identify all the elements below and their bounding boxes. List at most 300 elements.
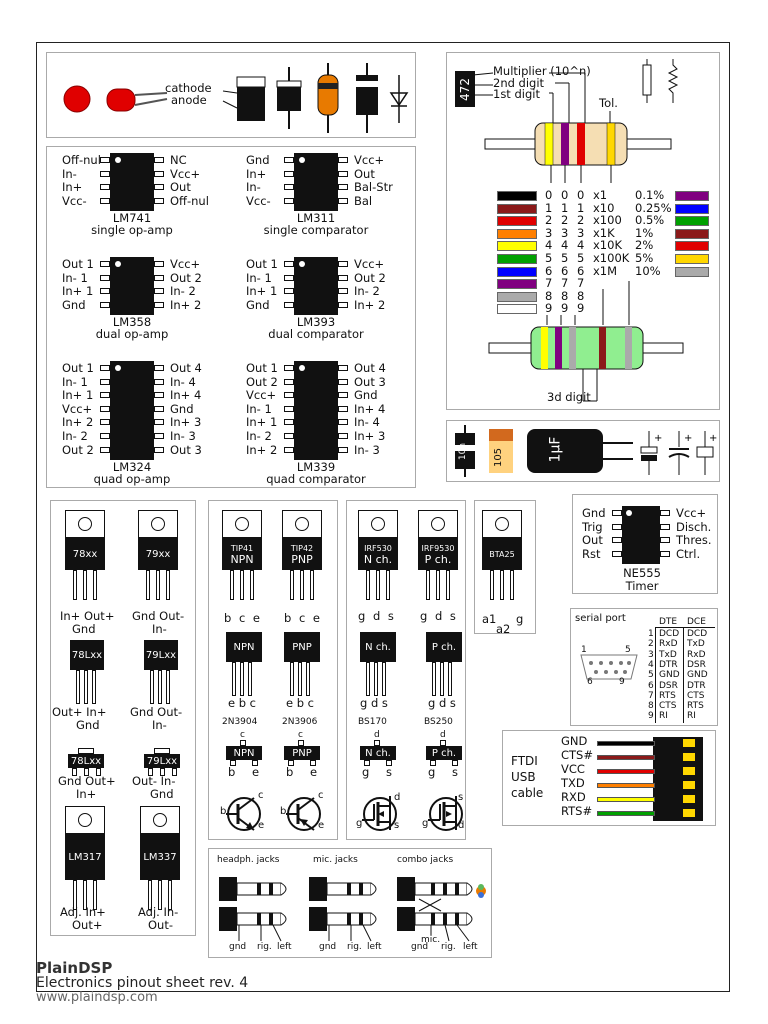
lm393-right-label: In+ 2 [354,297,386,312]
serial-panel [570,608,718,726]
lm324-pin-left [100,406,110,412]
multiplier-value: x10 [593,200,615,215]
lm324-pin1-dot [115,365,121,371]
digit-3: 9 [577,301,585,316]
first-digit-label: 1st digit [493,87,540,101]
irf9530-legs [418,570,458,602]
ne555-name: NE555 [623,566,661,580]
lm741-left-label: Vcc- [62,193,87,208]
serial-dce-pin: RxD [687,649,706,660]
lm324-right-label: Out 3 [170,442,202,457]
lm311-pin-right [338,157,348,163]
lm324-pin-right [154,433,164,439]
serial-dte-pin: RI [659,711,668,722]
irf530-pins: g d s [358,609,396,623]
to92-npn-pins: e b c [228,696,257,710]
reg-lm317 [65,806,105,912]
lm339-right-label: In+ 4 [354,401,386,416]
lm311-pin-left [284,184,294,190]
tolerance-swatch [675,204,709,214]
digit-1: 2 [545,213,553,228]
lm393-pin-left [284,288,294,294]
reg-lm337-label: LM337 [143,851,177,863]
lm339-pin-left [284,379,294,385]
lm339-body [294,361,338,460]
tolerance-value: 0.1% [635,188,665,202]
lm339-left-label: In- 2 [246,429,272,443]
digit-2: 0 [561,188,569,202]
to92-nch-leg [382,662,386,696]
lm324-right-label: In+ 3 [170,415,202,430]
pmos-sym-s: s [458,792,464,803]
lm358-pin-right [154,261,164,267]
multiplier-value: x100K [593,251,630,265]
lm339-pin-left [284,447,294,453]
mic-title: mic. jacks [313,855,358,865]
to92-pnp-body [284,632,320,662]
second-digit-label: 2nd digit [493,76,545,90]
reg-79lxx-smd-label: 79Lxx [146,755,178,767]
dte-header: DTE [659,617,678,627]
serial-dce-pin: RTS [687,701,704,712]
ne555-pin1-dot [626,510,632,516]
sot-nch-top-pin: d [374,730,380,740]
digit-1: 1 [545,200,553,215]
svg-text:+: + [709,433,718,444]
irf9530-tab [418,510,458,538]
label-2n3906: 2N3906 [282,717,318,727]
pnp-sym-c: c [318,790,324,801]
sot-pnp-body [284,746,320,760]
reg-lm337-tab [140,806,180,834]
jack2-rig: rig. [347,942,362,952]
ftdi-pin-label: RTS# [561,804,593,818]
irf530-label: IRF530 [364,544,392,553]
tolerance-swatch [675,229,709,239]
ftdi-pin-slot [683,781,695,789]
digit-2: 9 [561,301,569,316]
ne555-pin-right [660,537,670,543]
to92-pnp-pins: e b c [286,696,315,710]
pnp-sym-b: b [280,806,287,817]
lm339-right-label: In- 4 [354,415,380,430]
sot-pnp-left-pin: b [286,765,294,779]
lm358-desc: dual op-amp [95,327,169,342]
lm311-left-label: Gnd [246,153,270,167]
reg-78lxx-smd-body [68,754,104,768]
pnp-symbol [286,798,320,830]
label-2n3904: 2N3904 [222,717,258,727]
bta25-tab [482,510,522,538]
serial-dte-pin: DCD [659,629,680,639]
reg-78lxx-smd-in: In+ [76,787,97,801]
bta25-leg [500,570,504,600]
lm324-right-label: Out 4 [170,361,202,375]
ftdi-wire [597,769,655,774]
reg-lm317-pins: Adj. In+ [60,905,106,919]
digit-1: 6 [545,263,553,278]
lm324-pin-right [154,447,164,453]
nmos-sym-g: g [356,818,363,829]
ne555-right-label: Disch. [676,519,712,534]
digit-1: 3 [545,225,553,240]
lm741-pin-right [154,171,164,177]
irf530-legs [358,570,398,602]
sot-nch-left-pin: g [362,765,370,779]
reg-79xx-hole [151,517,165,531]
lm311-right-label: Bal-Str [354,180,393,195]
label-bs250: BS250 [424,717,453,727]
lm311-name: LM311 [296,211,336,226]
lm311-left-label: In+ [246,166,267,181]
lm324-right-label: Gnd [170,401,194,416]
tolerance-value: 2% [635,238,654,253]
pmos-sym-d: d [458,820,465,831]
lm358-right-label: In+ 2 [170,297,202,312]
lm311-left-label: In- [246,180,261,195]
lm324-right-label: In+ 4 [170,388,202,403]
lm358-pin-right [154,288,164,294]
lm311-pin-left [284,157,294,163]
to92-pch-leg [448,662,452,696]
lm358-pin-right [154,275,164,281]
sot-npn-right-pin: e [252,765,260,779]
to92-npn-label: NPN [233,641,255,653]
ftdi-pin-label: CTS# [561,748,593,762]
color-swatch [497,254,537,264]
lm339-pin-left [284,392,294,398]
sot-pch-top-pin: d [440,730,446,740]
nmos-sym-s: s [394,820,400,831]
ne555-right-label: Thres. [676,533,712,548]
irf9530-leg [436,570,440,600]
reg-lm337-pins: Adj. In- [138,905,179,919]
serial-pin-num: 2 [648,639,654,650]
reg-79xx-pins: Gnd Out- [132,609,185,623]
lm324-right-label: In- 4 [170,374,196,389]
lm339-pin-left [284,419,294,425]
lm339-right-label: Out 4 [354,361,386,375]
bta25-legs [482,570,522,602]
pmos-sym-g: g [422,818,429,829]
serial-dce-pin: GND [687,670,708,681]
reg-78lxx-body: 78Lxx [70,640,104,670]
bta25 [482,510,522,602]
irf9530-leg [426,570,430,600]
lm393-left-label: In- 1 [246,270,272,285]
reg-lm317-tab [65,806,105,834]
svg-text:+: + [684,433,693,444]
tip42-leg [290,570,294,600]
irf530-hole [371,517,385,531]
serial-dte-pin: CTS [659,701,677,712]
lm393-pin-right [338,275,348,281]
serial-dce-pin: CTS [687,690,705,701]
lm358-name: LM358 [112,315,152,330]
lm339-pin-right [338,392,348,398]
reg-79lxx-leg [166,670,170,704]
color-swatch [497,304,537,314]
tip42-type: PNP [291,553,313,566]
smd-code: 472 [457,77,472,101]
tip42-hole [295,517,309,531]
jacks-panel [208,848,492,958]
digit-3: 6 [577,263,585,278]
ftdi-wire [597,755,655,760]
lm741-pin-left [100,157,110,163]
lm358-left-label: Out 1 [62,257,94,271]
irf530-leg [386,570,390,600]
lm339-right-label: Gnd [354,388,378,403]
reg-79lxx-pins: Gnd Out- [130,705,183,719]
lm358-left-label: In- 1 [62,270,88,285]
lm339-left-label: In+ 1 [246,415,278,430]
lm311-pin-left [284,171,294,177]
serial-dce-pin: TxD [687,639,705,650]
to92-pch-label: P ch. [431,641,457,653]
lm393-left-label: In+ 1 [246,284,278,299]
lm741-desc: single op-amp [91,223,173,238]
ftdi-pin-slot [683,795,695,803]
lm324-pin-left [100,433,110,439]
lm358-right-label: Out 2 [170,270,202,285]
reg-lm317-label: LM317 [68,851,102,863]
ftdi-panel [502,730,716,826]
ne555-left-label: Trig [582,519,603,534]
ftdi-wire [597,783,655,788]
color-swatch [497,229,537,239]
jack2-left: left [367,942,382,952]
lm324-pin-left [100,365,110,371]
serial-dce-pin: RI [687,711,696,722]
tolerance-value: 0.25% [635,200,672,215]
lm339-pin-left [284,406,294,412]
to92-pch-pins: g d s [428,696,456,710]
sot-pch-body [426,746,462,760]
reg-78xx-gnd: Gnd [72,622,96,636]
db9-pin9: 9 [619,677,625,687]
ftdi-wire [597,811,655,816]
tip42 [282,510,322,602]
serial-dte-pin: DSR [659,680,678,691]
tolerance-value: 0.5% [635,213,665,228]
to92-pch-leg [440,662,444,696]
reg-lm337 [140,806,180,912]
reg-79lxx-smd-pins: Out- In- [132,774,176,788]
tip41-body [222,538,262,570]
to92-npn-body [226,632,262,662]
lm358-pin-right [154,302,164,308]
irf530-body [358,538,398,570]
lm358-right-label: Vcc+ [170,257,201,271]
lm311-desc: single comparator [263,223,369,238]
to92-npn-leg [232,662,236,696]
sot-nch-body [360,746,396,760]
reg-78lxx-pins: Out+ In+ [52,705,107,719]
lm358-right-label: In- 2 [170,284,196,299]
irf530 [358,510,398,602]
lm339-pin-left [284,365,294,371]
tip41-tab [222,510,262,538]
jack1-left: left [277,942,292,952]
reg-79lxx-smd-gnd: Gnd [150,787,174,801]
lm358-pin-left [100,288,110,294]
led-diode-panel [46,52,416,138]
lm311-pin-right [338,171,348,177]
lm741-pin1-dot [115,157,121,163]
reg-79lxx-leg [150,670,154,704]
nmos-sym-d: d [394,792,401,803]
reg-lm337-hole [153,813,167,827]
tolerance-swatch [675,216,709,226]
lm324-pin-right [154,379,164,385]
serial-pin-num: 7 [648,690,654,701]
tip42-leg [300,570,304,600]
serial-pin-num: 6 [648,680,654,691]
lm311-right-label: Bal [354,193,373,208]
reg-lm337-out: Out- [148,918,173,932]
reg-78xx [65,510,105,602]
tolerance-value: 1% [635,225,654,240]
digit-3: 3 [577,225,585,240]
lm358-left-label: Gnd [62,297,86,312]
tolerance-swatch [675,241,709,251]
reg-lm317-hole [78,813,92,827]
bta25-body [482,538,522,570]
tip41-hole [235,517,249,531]
irf9530-type: P ch. [424,553,452,566]
digit-1: 9 [545,301,553,316]
ftdi-pin-label: TXD [561,776,585,790]
bta25-label: BTA25 [489,549,515,559]
serial-dte-pin: DTR [659,659,678,670]
digit-2: 4 [561,238,569,253]
reg-79lxx-body: 79Lxx [144,640,178,670]
ftdi-pin-slot [683,767,695,775]
lm339-left-label: Out 1 [246,361,278,375]
serial-dte-pin: GND [659,670,680,681]
ftdi-title-1: FTDI [511,754,538,768]
lm324-right-label: In- 3 [170,429,196,443]
lm741-left-label: Off-nul [62,153,101,167]
lm393-right-label: Vcc+ [354,257,385,271]
to92-nch-label: N ch. [365,641,391,653]
tip41-leg [230,570,234,600]
bta25-leg [490,570,494,600]
headph-title: headph. jacks [217,855,280,865]
multiplier-value: x1M [593,263,618,278]
irf530-leg [366,570,370,600]
lm393-name: LM393 [296,315,336,330]
ftdi-wire [597,741,655,746]
ftdi-pin-label: GND [561,734,588,748]
ftdi-pin-slot [683,809,695,817]
reg-79xx-in: In- [152,622,167,636]
ftdi-title-2: USB [511,770,536,784]
npn-sym-e: e [258,820,265,831]
db9-pin6: 6 [587,677,593,687]
lm339-pin-right [338,447,348,453]
reg-78xx-pins: In+ Out+ [60,609,115,623]
ne555-pin-right [660,524,670,530]
resistor-panel [446,52,720,410]
ftdi-title-3: cable [511,786,544,800]
lm311-left-label: Vcc- [246,193,271,208]
irf9530-pins: g d s [420,609,458,623]
lm741-pin-left [100,171,110,177]
color-swatch [497,292,537,302]
tip41-label: TIP41 [230,544,254,553]
lm324-left-label: Out 2 [62,442,94,457]
lm339-right-label: Out 3 [354,374,386,389]
db9-pin1: 1 [581,645,587,655]
tip41-leg [250,570,254,600]
irf9530-leg [446,570,450,600]
lm741-pin-right [154,157,164,163]
serial-dce-pin: DTR [687,680,706,691]
tip42-label: TIP42 [290,544,314,553]
irf530-tab [358,510,398,538]
tolerance-swatch [675,254,709,264]
lm393-left-label: Gnd [246,297,270,312]
lm324-left-label: In+ 2 [62,415,94,430]
digit-1: 4 [545,238,553,253]
reg-79lxx-leg [158,670,162,704]
lm339-name: LM339 [296,460,336,475]
lm311-pin-right [338,184,348,190]
lm339-desc: quad comparator [266,472,366,487]
footer-title: Electronics pinout sheet rev. 4 [36,975,249,991]
jack3-left: left [463,942,478,952]
lm324-left-label: In+ 1 [62,388,94,403]
pnp-sym-e: e [318,820,325,831]
serial-dte-pin: RxD [659,639,678,650]
lm339-left-label: In- 1 [246,401,272,416]
jack3-rig: rig. [441,942,456,952]
lm741-right-label: Vcc+ [170,166,201,181]
ne555-desc: Timer [625,579,659,593]
serial-title: serial port [575,613,626,624]
tip41-leg [240,570,244,600]
color-swatch [497,267,537,277]
lm358-pin-left [100,275,110,281]
smd-resistor [455,71,475,107]
npn-symbol [226,798,260,830]
digit-3: 1 [577,200,585,215]
nmos-symbol [362,796,396,830]
reg-79xx-tab [138,510,178,538]
reg-lm337-body [140,834,180,880]
cap-105-label: 105 [493,447,505,468]
irf9530-hole [431,517,445,531]
pmos-symbol [428,796,465,831]
lm393-pin-left [284,275,294,281]
lm311-pin1-dot [299,157,305,163]
reg-79lxx-smd-body [144,754,180,768]
sot-pnp-top-pin: c [298,730,303,740]
jack3-gnd: gnd [411,942,429,952]
reg-79xx-leg [166,570,170,600]
ftdi-wire [597,797,655,802]
tolerance-swatch [675,191,709,201]
lm393-pin-right [338,288,348,294]
digit-2: 3 [561,225,569,240]
lm324-pin-right [154,406,164,412]
digit-2: 2 [561,213,569,228]
lm393-desc: dual comparator [268,327,364,342]
reg-79xx-leg [146,570,150,600]
serial-dce-pin: DSR [687,659,706,670]
